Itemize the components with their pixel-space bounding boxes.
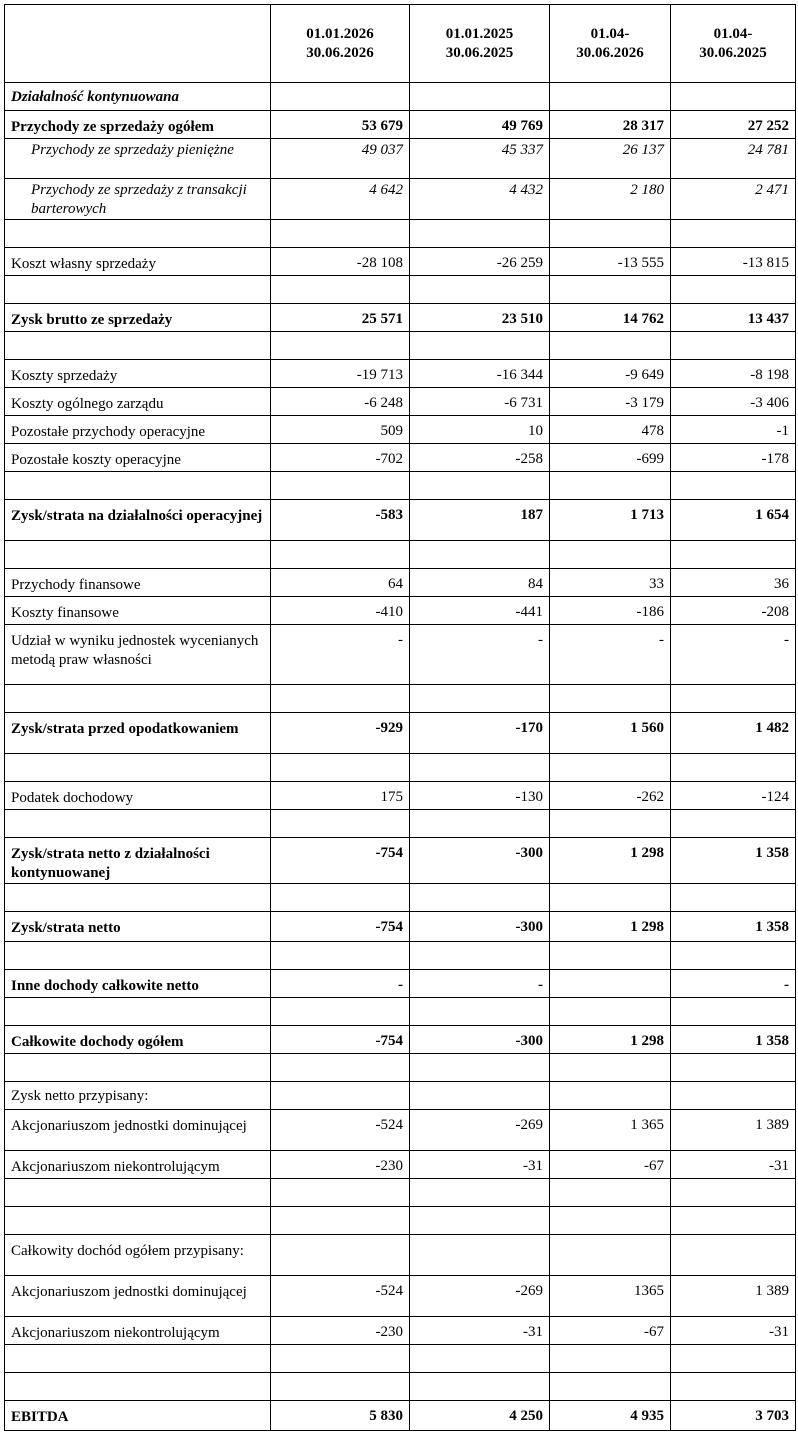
value-cell-period-2: 1 713: [550, 500, 671, 541]
value-cell-period-0: -929: [271, 713, 410, 754]
value-cell-period-2: [550, 83, 671, 111]
value-cell-period-3: [671, 1179, 796, 1207]
value-cell-period-2: [550, 276, 671, 304]
value-cell-period-0: [271, 472, 410, 500]
value-cell-period-3: -13 815: [671, 248, 796, 276]
value-cell-period-0: -583: [271, 500, 410, 541]
value-cell-period-1: [410, 1235, 550, 1276]
header-period-1-line2: 30.06.2025: [445, 44, 514, 61]
income-statement-table: [4, 4, 796, 1431]
table-row: [5, 1235, 796, 1276]
value-cell-period-0: 49 037: [271, 139, 410, 179]
value-cell-period-3: [671, 472, 796, 500]
table-row: [5, 970, 796, 998]
value-cell-period-3: -: [671, 970, 796, 998]
value-cell-period-0: [271, 1373, 410, 1401]
row-label: Akcjonariuszom niekontrolującym: [5, 1317, 271, 1345]
row-label: Pozostałe przychody operacyjne: [5, 416, 271, 444]
value-cell-period-2: -262: [550, 782, 671, 810]
row-label: [5, 220, 271, 248]
value-cell-period-1: -300: [410, 838, 550, 884]
value-cell-period-2: [550, 220, 671, 248]
row-label: Podatek dochodowy: [5, 782, 271, 810]
header-period-0: [271, 5, 410, 83]
header-period-1: [410, 5, 550, 83]
blank-row: [5, 754, 796, 782]
value-cell-period-2: [550, 1235, 671, 1276]
table-row: [5, 569, 796, 597]
value-cell-period-0: [271, 1179, 410, 1207]
value-cell-period-0: -230: [271, 1317, 410, 1345]
value-cell-period-3: 1 389: [671, 1276, 796, 1317]
value-cell-period-3: 13 437: [671, 304, 796, 332]
header-period-0-line2: 30.06.2026: [306, 44, 374, 61]
value-cell-period-1: -300: [410, 1026, 550, 1054]
value-cell-period-2: 33: [550, 569, 671, 597]
value-cell-period-1: -31: [410, 1151, 550, 1179]
value-cell-period-0: [271, 1235, 410, 1276]
value-cell-period-2: 1 560: [550, 713, 671, 754]
blank-row: [5, 220, 796, 248]
value-cell-period-1: [410, 685, 550, 713]
value-cell-period-3: [671, 1373, 796, 1401]
table-row: [5, 1401, 796, 1431]
value-cell-period-3: [671, 276, 796, 304]
value-cell-period-0: -230: [271, 1151, 410, 1179]
blank-row: [5, 685, 796, 713]
header-period-1-line1: 01.01.2025: [445, 25, 514, 42]
row-label: Pozostałe koszty operacyjne: [5, 444, 271, 472]
table-row: [5, 1110, 796, 1151]
value-cell-period-0: -: [271, 970, 410, 998]
row-label: Działalność kontynuowana: [5, 83, 271, 111]
value-cell-period-1: [410, 1207, 550, 1235]
value-cell-period-1: 45 337: [410, 139, 550, 179]
table-row: [5, 179, 796, 220]
value-cell-period-2: -: [550, 625, 671, 685]
value-cell-period-3: [671, 884, 796, 912]
value-cell-period-3: [671, 685, 796, 713]
blank-row: [5, 1345, 796, 1373]
value-cell-period-0: [271, 1054, 410, 1082]
value-cell-period-3: 1 654: [671, 500, 796, 541]
value-cell-period-0: [271, 884, 410, 912]
value-cell-period-2: 2 180: [550, 179, 671, 220]
table-row: [5, 416, 796, 444]
value-cell-period-0: 25 571: [271, 304, 410, 332]
row-label: Koszty ogólnego zarządu: [5, 388, 271, 416]
table-row: [5, 304, 796, 332]
value-cell-period-2: -699: [550, 444, 671, 472]
value-cell-period-3: 1 358: [671, 912, 796, 942]
value-cell-period-0: -754: [271, 1026, 410, 1054]
value-cell-period-1: 23 510: [410, 304, 550, 332]
header-period-0-line1: 01.01.2026: [306, 25, 374, 42]
value-cell-period-1: -269: [410, 1110, 550, 1151]
value-cell-period-3: 1 358: [671, 838, 796, 884]
value-cell-period-1: [410, 1373, 550, 1401]
value-cell-period-3: [671, 220, 796, 248]
row-label: Inne dochody całkowite netto: [5, 970, 271, 998]
value-cell-period-1: 10: [410, 416, 550, 444]
value-cell-period-0: [271, 810, 410, 838]
value-cell-period-2: 1365: [550, 1276, 671, 1317]
table-row: [5, 713, 796, 754]
value-cell-period-2: [550, 685, 671, 713]
value-cell-period-2: -13 555: [550, 248, 671, 276]
row-label: [5, 1054, 271, 1082]
value-cell-period-2: [550, 332, 671, 360]
value-cell-period-2: 1 298: [550, 838, 671, 884]
table-row: [5, 83, 796, 111]
row-label: Akcjonariuszom niekontrolującym: [5, 1151, 271, 1179]
value-cell-period-3: -31: [671, 1151, 796, 1179]
row-label: Przychody finansowe: [5, 569, 271, 597]
value-cell-period-1: [410, 83, 550, 111]
table-row: [5, 625, 796, 685]
value-cell-period-3: [671, 1082, 796, 1110]
value-cell-period-2: [550, 884, 671, 912]
row-label: [5, 998, 271, 1026]
value-cell-period-3: [671, 1235, 796, 1276]
value-cell-period-3: [671, 998, 796, 1026]
value-cell-period-0: [271, 998, 410, 1026]
value-cell-period-1: [410, 998, 550, 1026]
value-cell-period-1: -: [410, 970, 550, 998]
value-cell-period-1: -130: [410, 782, 550, 810]
value-cell-period-2: [550, 472, 671, 500]
value-cell-period-1: 84: [410, 569, 550, 597]
value-cell-period-3: [671, 332, 796, 360]
value-cell-period-3: -: [671, 625, 796, 685]
value-cell-period-3: 24 781: [671, 139, 796, 179]
value-cell-period-2: [550, 754, 671, 782]
blank-row: [5, 1373, 796, 1401]
value-cell-period-1: -26 259: [410, 248, 550, 276]
value-cell-period-0: [271, 1345, 410, 1373]
value-cell-period-1: [410, 276, 550, 304]
value-cell-period-2: [550, 970, 671, 998]
value-cell-period-3: 1 358: [671, 1026, 796, 1054]
row-label: [5, 685, 271, 713]
value-cell-period-0: [271, 942, 410, 970]
value-cell-period-1: 4 432: [410, 179, 550, 220]
value-cell-period-0: -754: [271, 838, 410, 884]
row-label: [5, 332, 271, 360]
value-cell-period-3: 3 703: [671, 1401, 796, 1431]
value-cell-period-1: -269: [410, 1276, 550, 1317]
row-label: Akcjonariuszom jednostki dominującej: [5, 1276, 271, 1317]
header-period-2-line2: 30.06.2026: [576, 44, 644, 61]
value-cell-period-2: 1 298: [550, 912, 671, 942]
value-cell-period-3: 2 471: [671, 179, 796, 220]
value-cell-period-3: [671, 83, 796, 111]
row-label: Zysk/strata na działalności operacyjnej: [5, 500, 271, 541]
value-cell-period-1: [410, 332, 550, 360]
value-cell-period-1: -6 731: [410, 388, 550, 416]
value-cell-period-0: [271, 332, 410, 360]
table-row: [5, 248, 796, 276]
table-body: [5, 5, 796, 1431]
value-cell-period-0: 509: [271, 416, 410, 444]
row-label: Całkowity dochód ogółem przypisany:: [5, 1235, 271, 1276]
value-cell-period-0: -702: [271, 444, 410, 472]
blank-row: [5, 541, 796, 569]
value-cell-period-2: [550, 998, 671, 1026]
value-cell-period-2: 14 762: [550, 304, 671, 332]
value-cell-period-2: [550, 1082, 671, 1110]
value-cell-period-3: -1: [671, 416, 796, 444]
row-label: [5, 1373, 271, 1401]
row-label: Zysk brutto ze sprzedaży: [5, 304, 271, 332]
value-cell-period-3: [671, 541, 796, 569]
row-label: Przychody ze sprzedaży ogółem: [5, 111, 271, 139]
header-period-2: [550, 5, 671, 83]
blank-row: [5, 472, 796, 500]
table-row: [5, 1317, 796, 1345]
blank-row: [5, 332, 796, 360]
value-cell-period-0: [271, 541, 410, 569]
value-cell-period-0: -6 248: [271, 388, 410, 416]
value-cell-period-0: [271, 83, 410, 111]
value-cell-period-2: -3 179: [550, 388, 671, 416]
value-cell-period-0: -524: [271, 1110, 410, 1151]
row-label: [5, 810, 271, 838]
table-row: [5, 111, 796, 139]
value-cell-period-1: -: [410, 625, 550, 685]
value-cell-period-1: [410, 754, 550, 782]
table-row: [5, 1026, 796, 1054]
row-label: [5, 541, 271, 569]
value-cell-period-1: -31: [410, 1317, 550, 1345]
header-period-3-line2: 30.06.2025: [699, 44, 767, 61]
row-label: Koszty finansowe: [5, 597, 271, 625]
header-period-2-line1: 01.04-: [590, 25, 630, 42]
row-label: Koszty sprzedaży: [5, 360, 271, 388]
value-cell-period-3: [671, 810, 796, 838]
row-label: [5, 276, 271, 304]
value-cell-period-3: -208: [671, 597, 796, 625]
value-cell-period-2: [550, 942, 671, 970]
value-cell-period-1: [410, 884, 550, 912]
table-row: [5, 912, 796, 942]
table-row: [5, 1082, 796, 1110]
value-cell-period-2: -67: [550, 1317, 671, 1345]
value-cell-period-0: [271, 276, 410, 304]
row-label: EBITDA: [5, 1401, 271, 1431]
value-cell-period-0: 64: [271, 569, 410, 597]
table-row: [5, 139, 796, 179]
row-label: Zysk/strata netto: [5, 912, 271, 942]
value-cell-period-3: -8 198: [671, 360, 796, 388]
value-cell-period-0: -: [271, 625, 410, 685]
header-period-3-line1: 01.04-: [713, 25, 753, 42]
value-cell-period-3: 36: [671, 569, 796, 597]
value-cell-period-1: [410, 1082, 550, 1110]
row-label: Przychody ze sprzedaży pieniężne: [5, 139, 271, 179]
row-label: [5, 1207, 271, 1235]
value-cell-period-2: 26 137: [550, 139, 671, 179]
value-cell-period-1: -300: [410, 912, 550, 942]
value-cell-period-2: [550, 1207, 671, 1235]
value-cell-period-1: [410, 1054, 550, 1082]
table-row: [5, 597, 796, 625]
table-row: [5, 782, 796, 810]
row-label: [5, 884, 271, 912]
row-label: Zysk/strata przed opodatkowaniem: [5, 713, 271, 754]
value-cell-period-1: [410, 220, 550, 248]
blank-row: [5, 1054, 796, 1082]
table-row: [5, 1151, 796, 1179]
value-cell-period-1: [410, 942, 550, 970]
row-label: [5, 754, 271, 782]
row-label: [5, 1179, 271, 1207]
row-label: Zysk/strata netto z działalności kontynuowanej: [5, 838, 271, 884]
value-cell-period-0: [271, 754, 410, 782]
row-label: Zysk netto przypisany:: [5, 1082, 271, 1110]
value-cell-period-0: -410: [271, 597, 410, 625]
value-cell-period-1: -16 344: [410, 360, 550, 388]
value-cell-period-3: 1 482: [671, 713, 796, 754]
blank-row: [5, 1207, 796, 1235]
value-cell-period-1: [410, 472, 550, 500]
value-cell-period-2: 478: [550, 416, 671, 444]
row-label: Akcjonariuszom jednostki dominującej: [5, 1110, 271, 1151]
header-period-3: [671, 5, 796, 83]
value-cell-period-3: [671, 1207, 796, 1235]
value-cell-period-2: [550, 1373, 671, 1401]
table-row: [5, 500, 796, 541]
value-cell-period-2: 1 365: [550, 1110, 671, 1151]
value-cell-period-3: [671, 1345, 796, 1373]
value-cell-period-2: 28 317: [550, 111, 671, 139]
row-label: [5, 1345, 271, 1373]
value-cell-period-2: 1 298: [550, 1026, 671, 1054]
value-cell-period-3: [671, 942, 796, 970]
blank-row: [5, 810, 796, 838]
value-cell-period-1: -170: [410, 713, 550, 754]
table-row: [5, 1276, 796, 1317]
blank-row: [5, 998, 796, 1026]
blank-row: [5, 276, 796, 304]
table-row: [5, 444, 796, 472]
value-cell-period-3: 27 252: [671, 111, 796, 139]
value-cell-period-1: [410, 1345, 550, 1373]
value-cell-period-0: -19 713: [271, 360, 410, 388]
row-label: Koszt własny sprzedaży: [5, 248, 271, 276]
value-cell-period-2: [550, 541, 671, 569]
value-cell-period-1: [410, 541, 550, 569]
blank-row: [5, 942, 796, 970]
table-row: [5, 838, 796, 884]
value-cell-period-2: [550, 1054, 671, 1082]
value-cell-period-3: -31: [671, 1317, 796, 1345]
value-cell-period-3: 1 389: [671, 1110, 796, 1151]
value-cell-period-1: -441: [410, 597, 550, 625]
table-row: [5, 360, 796, 388]
value-cell-period-0: 5 830: [271, 1401, 410, 1431]
value-cell-period-1: 187: [410, 500, 550, 541]
value-cell-period-3: -124: [671, 782, 796, 810]
blank-row: [5, 1179, 796, 1207]
value-cell-period-1: 4 250: [410, 1401, 550, 1431]
row-label: Udział w wyniku jednostek wycenianych metodą praw własności: [5, 625, 271, 685]
value-cell-period-0: -28 108: [271, 248, 410, 276]
value-cell-period-0: [271, 685, 410, 713]
value-cell-period-0: [271, 1207, 410, 1235]
blank-row: [5, 884, 796, 912]
value-cell-period-1: [410, 810, 550, 838]
value-cell-period-2: [550, 1345, 671, 1373]
value-cell-period-3: [671, 754, 796, 782]
row-label: Przychody ze sprzedaży z transakcji barterowych: [5, 179, 271, 220]
value-cell-period-2: -9 649: [550, 360, 671, 388]
row-label: [5, 942, 271, 970]
value-cell-period-0: 53 679: [271, 111, 410, 139]
value-cell-period-2: -67: [550, 1151, 671, 1179]
value-cell-period-0: -754: [271, 912, 410, 942]
value-cell-period-0: 4 642: [271, 179, 410, 220]
value-cell-period-2: -186: [550, 597, 671, 625]
table-row: [5, 388, 796, 416]
value-cell-period-2: [550, 1179, 671, 1207]
value-cell-period-3: [671, 1054, 796, 1082]
row-label: Całkowite dochody ogółem: [5, 1026, 271, 1054]
value-cell-period-0: [271, 220, 410, 248]
value-cell-period-3: -3 406: [671, 388, 796, 416]
row-label: [5, 472, 271, 500]
value-cell-period-0: [271, 1082, 410, 1110]
value-cell-period-1: [410, 1179, 550, 1207]
value-cell-period-1: 49 769: [410, 111, 550, 139]
value-cell-period-2: 4 935: [550, 1401, 671, 1431]
value-cell-period-3: -178: [671, 444, 796, 472]
value-cell-period-2: [550, 810, 671, 838]
header-corner-cell: [5, 5, 271, 83]
value-cell-period-1: -258: [410, 444, 550, 472]
value-cell-period-0: 175: [271, 782, 410, 810]
value-cell-period-0: -524: [271, 1276, 410, 1317]
header-row: [5, 5, 796, 83]
